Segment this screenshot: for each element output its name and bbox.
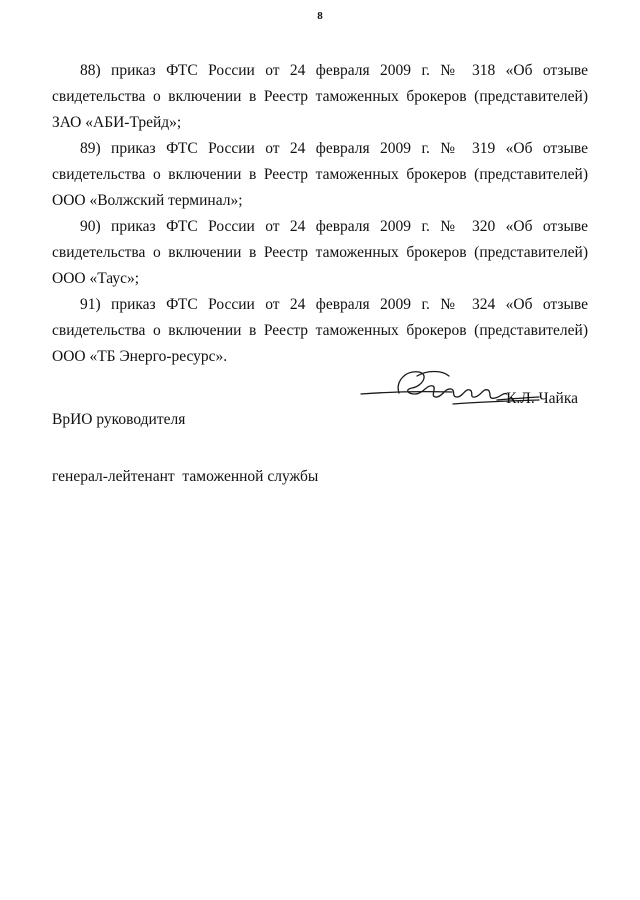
list-item: 90) приказ ФТС России от 24 февраля 2009 г. № 320 «Об отзыве свидетельства о включении в Реестр таможенных брокеров (представителей) ООО «Таус»;	[52, 218, 588, 287]
signatory-name: К.Л. Чайка	[506, 390, 578, 407]
signature-block	[52, 372, 588, 485]
list-item: 91) приказ ФТС России от 24 февраля 2009 г. № 324 «Об отзыве свидетельства о включении в Реестр таможенных брокеров (представителей) ООО «ТБ Энерго-ресурс».	[52, 296, 588, 365]
list-item: 89) приказ ФТС России от 24 февраля 2009 г. № 319 «Об отзыве свидетельства о включении в Реестр таможенных брокеров (представителей) ООО «Волжский терминал»;	[52, 140, 588, 209]
document-body	[52, 58, 588, 370]
signatory-title-line: генерал-лейтенант таможенной службы	[52, 468, 319, 485]
signatory-title	[52, 372, 318, 524]
page-number: 8	[317, 10, 323, 22]
signatory-title-line: ВрИО руководителя	[52, 411, 186, 428]
list-item: 88) приказ ФТС России от 24 февраля 2009 г. № 318 «Об отзыве свидетельства о включении в Реестр таможенных брокеров (представителей) ЗАО «АБИ-Трейд»;	[52, 62, 588, 131]
